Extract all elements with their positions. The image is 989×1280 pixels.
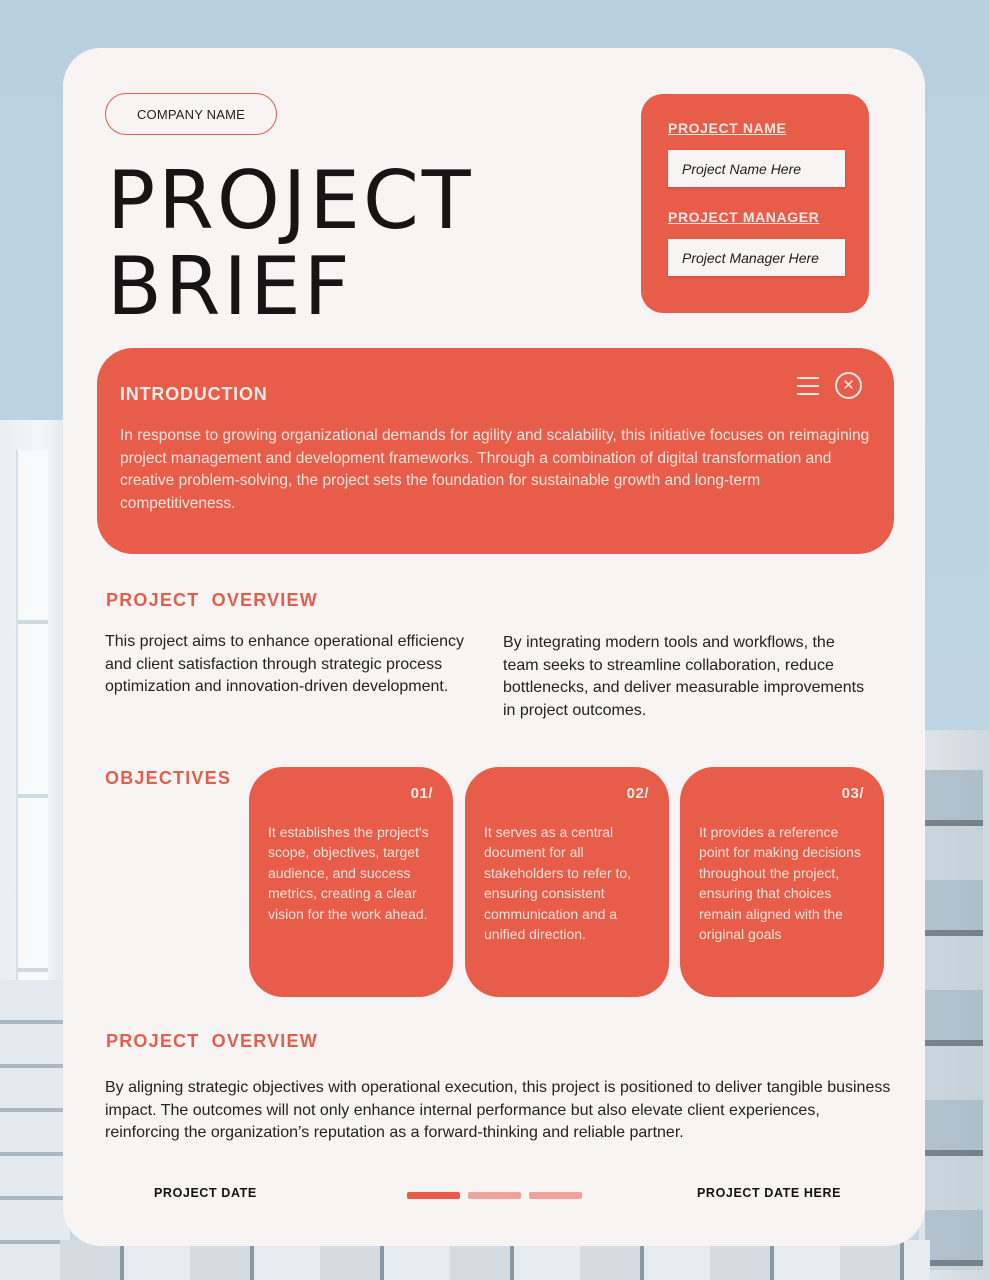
objective-number: 03/ — [841, 785, 864, 802]
objective-card-2 — [465, 767, 669, 997]
project-info-box — [641, 94, 869, 313]
project-date-label: PROJECT DATE — [154, 1186, 257, 1200]
page-indicator-dot[interactable] — [468, 1192, 521, 1199]
overview-text-left: This project aims to enhance operational efficiency and client satisfaction through strategic process optimization and innovation-driven development. — [105, 633, 465, 696]
objective-card-1 — [249, 767, 453, 997]
company-name-badge: COMPANY NAME — [105, 93, 277, 135]
background-building — [0, 980, 70, 1280]
project-manager-field[interactable]: Project Manager Here — [668, 239, 845, 276]
close-circle-icon[interactable]: ✕ — [835, 372, 862, 399]
project-manager-label: PROJECT MANAGER — [668, 209, 820, 225]
project-date-value: PROJECT DATE HERE — [697, 1186, 842, 1200]
overview-2-text: By aligning strategic objectives with operational execution, this project is positioned to deliver tangible business impact. The outcomes will not only enhance internal performance but also elevate client experiences, reinforcing the organization’s reputation as a forward-thinking and reliable partner. — [105, 1079, 891, 1142]
page-indicator — [407, 1192, 582, 1199]
title-line-2: BRIEF — [107, 240, 353, 333]
project-name-label: PROJECT NAME — [668, 120, 787, 136]
introduction-title: INTRODUCTION — [120, 384, 268, 404]
objective-text: It provides a reference point for making decisions throughout the project, ensuring that choices remain aligned with the original goals — [699, 824, 861, 943]
background-building — [60, 1240, 930, 1280]
title-line-1: PROJECT — [107, 154, 474, 247]
menu-icon[interactable] — [797, 376, 819, 396]
page-indicator-active[interactable] — [407, 1192, 460, 1199]
overview-title: PROJECT OVERVIEW — [106, 590, 318, 610]
intro-controls — [797, 372, 862, 399]
objective-card-3 — [680, 767, 884, 997]
overview-text-right: By integrating modern tools and workflows, the team seeks to streamline collaboration, reduce bottlenecks, and deliver measurable improvements in project outcomes. — [503, 634, 865, 720]
overview-2-title: PROJECT OVERVIEW — [106, 1031, 318, 1051]
page-title — [107, 154, 474, 333]
objectives-title: OBJECTIVES — [105, 768, 232, 788]
objective-text: It establishes the project's scope, objectives, target audience, and success metrics, creating a clear vision for the work ahead. — [268, 824, 429, 922]
page-indicator-dot[interactable] — [529, 1192, 582, 1199]
objective-number: 02/ — [626, 785, 649, 802]
project-name-field[interactable]: Project Name Here — [668, 150, 845, 187]
objective-number: 01/ — [410, 785, 433, 802]
brief-card — [63, 48, 925, 1246]
introduction-panel — [97, 348, 894, 554]
introduction-text: In response to growing organizational demands for agility and scalability, this initiative focuses on reimagining project management and development frameworks. Through a combination of digital transformation and creative problem-solving, the project sets the foundation for sustainable growth and long-term competitiveness. — [120, 427, 870, 513]
background-building — [919, 730, 989, 1280]
objective-text: It serves as a central document for all stakeholders to refer to, ensuring consistent communication and a unified direction. — [484, 824, 632, 943]
